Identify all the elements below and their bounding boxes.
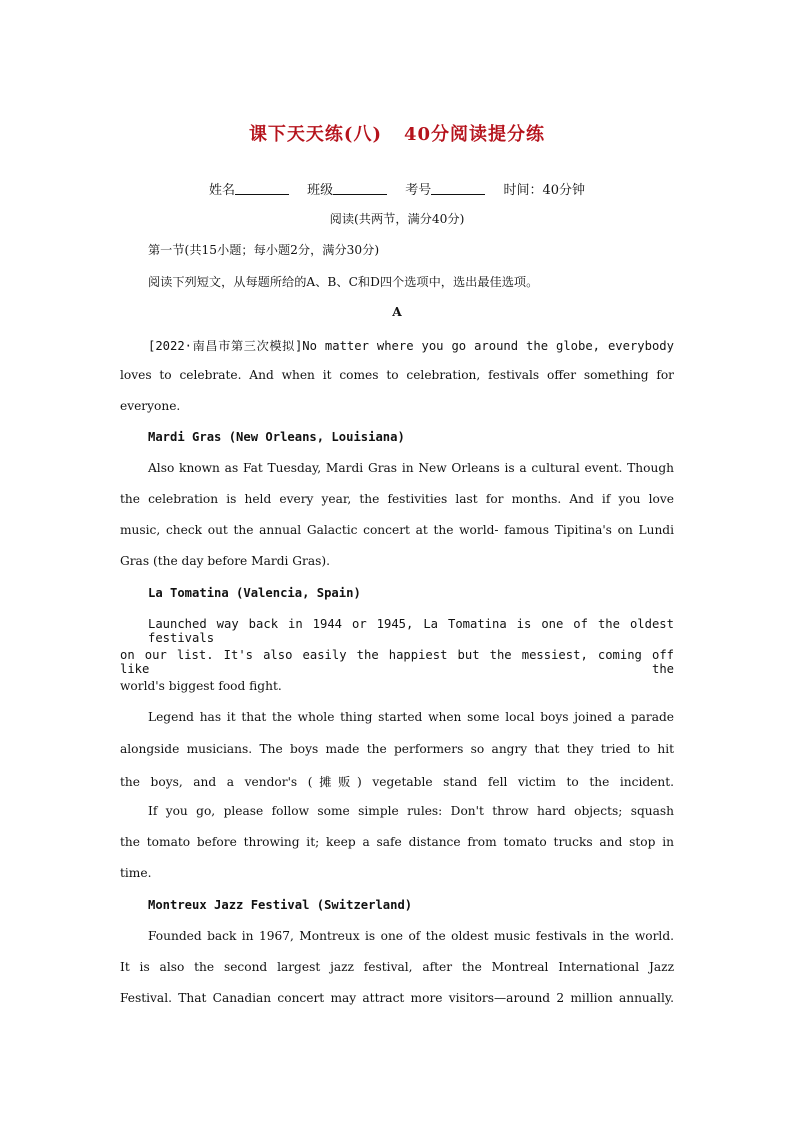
festival-heading: Montreux Jazz Festival (Switzerland) <box>148 898 413 912</box>
passage-line: Also known as Fat Tuesday, Mardi Gras in New Orleans is a cultural event. Though <box>148 461 674 475</box>
passage-line: loves to celebrate. And when it comes to celebration, festivals offer something for <box>120 368 674 382</box>
class-label: 班级 <box>307 183 334 198</box>
part1-instructions: 阅读下列短文，从每题所给的A、B、C和D四个选项中，选出最佳选项。 <box>148 275 539 289</box>
passage-line: on our list. It's also easily the happiest but the messiest, coming off like the <box>120 648 674 676</box>
passage-line: [2022·南昌市第三次模拟]No matter where you go around the globe, everybody <box>148 339 674 353</box>
name-label: 姓名 <box>208 183 235 198</box>
part1-heading: 第一节(共15小题；每小题2分，满分30分) <box>148 243 380 257</box>
passage-line: Launched way back in 1944 or 1945, La Tomatina is one of the oldest festivals <box>148 617 674 645</box>
passage-line: Founded back in 1967, Montreux is one of the oldest music festivals in the world. <box>148 929 674 943</box>
student-info-row <box>0 179 794 198</box>
passage-line: everyone. <box>120 399 181 413</box>
festival-heading: La Tomatina (Valencia, Spain) <box>148 586 361 600</box>
time-label: 时间：40分钟 <box>503 183 585 198</box>
passage-line: Festival. That Canadian concert may attract more visitors—around 2 million annually. <box>120 991 674 1005</box>
exam-no-blank[interactable] <box>431 194 485 195</box>
passage-line: the celebration is held every year, the festivities last for months. And if you love <box>120 492 674 506</box>
exam-no-label: 考号 <box>405 183 432 198</box>
passage-line: the tomato before throwing it; keep a safe distance from tomato trucks and stop in <box>120 835 674 849</box>
passage-line: the boys, and a vendor's (摊贩) vegetable stand fell victim to the incident. <box>120 775 674 789</box>
passage-line: world's biggest food fight. <box>120 679 282 693</box>
class-blank[interactable] <box>333 194 387 195</box>
title-main: 课下天天练(八) <box>248 124 382 145</box>
passage-line: If you go, please follow some simple rules: Don't throw hard objects; squash <box>148 804 674 818</box>
passage-label: A <box>392 305 402 319</box>
title-sub: 40分阅读提分练 <box>403 124 546 145</box>
passage-line: music, check out the annual Galactic concert at the world- famous Tipitina's on Lundi <box>120 523 674 537</box>
page-title <box>0 120 794 146</box>
passage-line: alongside musicians. The boys made the performers so angry that they tried to hit <box>120 742 674 756</box>
section-heading: 阅读(共两节，满分40分) <box>329 212 465 226</box>
passage-line: Gras (the day before Mardi Gras). <box>120 554 331 568</box>
passage-line: It is also the second largest jazz festival, after the Montreal International Jazz <box>120 960 674 974</box>
passage-line: time. <box>120 866 152 880</box>
name-blank[interactable] <box>235 194 289 195</box>
festival-heading: Mardi Gras (New Orleans, Louisiana) <box>148 430 405 444</box>
passage-line: Legend has it that the whole thing started when some local boys joined a parade <box>148 710 674 724</box>
